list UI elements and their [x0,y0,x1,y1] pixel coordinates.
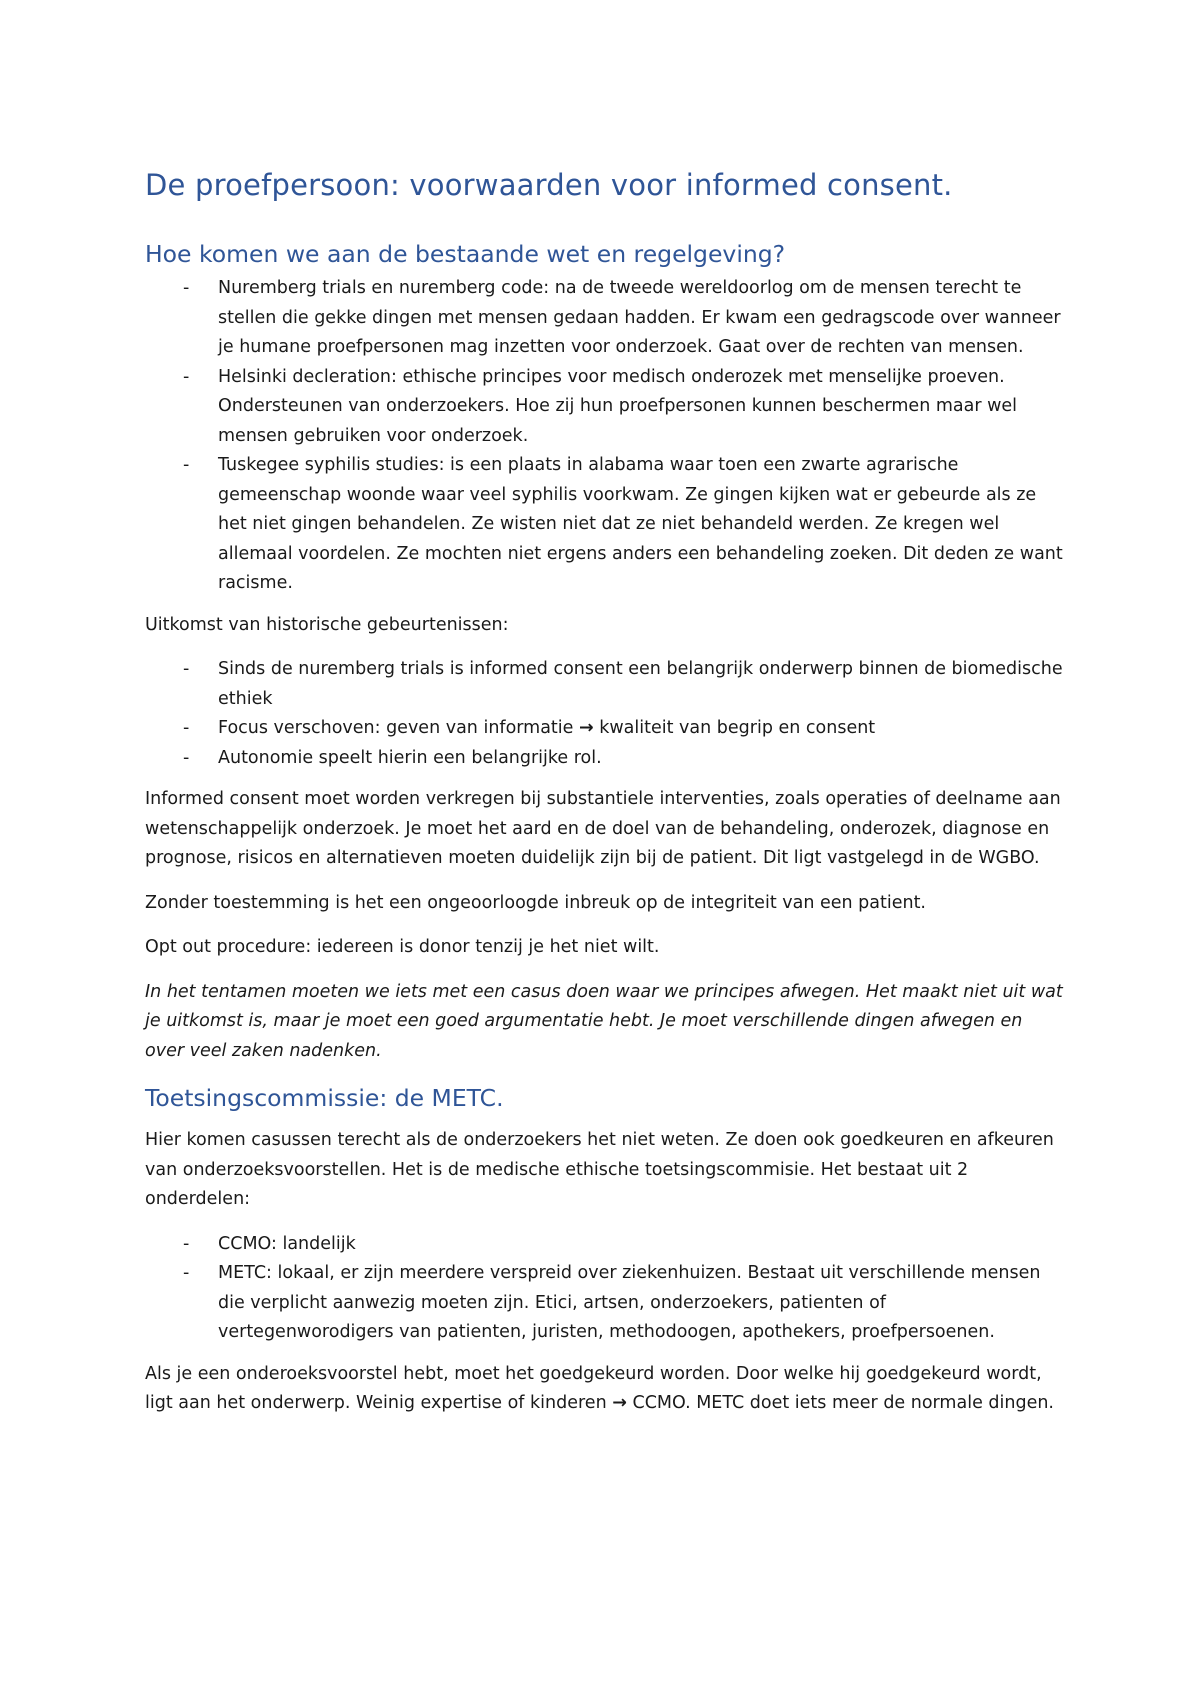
list-item-text: Tuskegee syphilis studies: is een plaats in alabama waar toen een zwarte agrarische gemeenschap woonde waar veel syphilis voorkwam. Ze gingen kijken wat er gebeurde als ze het niet gingen behandelen. Ze wisten niet dat ze niet behandeld werden. Ze kregen wel allemaal voordelen. Ze mochten niet ergens anders een behandeling zoeken. Dit deden ze want racisme. [218,455,1063,593]
list-item [145,451,1065,599]
bullet-dash: - [183,718,190,738]
document-title: De proefpersoon: voorwaarden voor informed consent. [145,168,953,202]
metc-list [145,1230,1065,1348]
list-item [145,1230,1065,1260]
list-item-text: Helsinki decleration: ethische principes voor medisch onderozek met menselijke proeven. Ondersteunen van onderzoekers. Hoe zij hun proefpersonen kunnen beschermen maar wel mensen gebruiken voor onderzoek. [218,366,1018,446]
list-item [145,363,1065,452]
list-item-text: Focus verschoven: geven van informatie [218,718,579,738]
list-item-text: Autonomie speelt hierin een belangrijke rol. [218,747,602,768]
list-item [145,1259,1065,1348]
bullet-dash: - [183,659,190,679]
list-item [145,274,1065,363]
outcome-label: Uitkomst van historische gebeurtenissen: [145,614,509,635]
paragraph-opt-out: Opt out procedure: iedereen is donor tenzij je het niet wilt. [145,937,660,957]
paragraph-toestemming: Zonder toestemming is het een ongeoorloogde inbreuk op de integriteit van een patient. [145,892,926,913]
list-item-text: kwaliteit van begrip en consent [593,718,876,738]
section-heading-metc: Toetsingscommissie: de METC. [145,1084,504,1112]
document-page [145,165,1065,1434]
bullet-dash: - [183,278,190,298]
closing-text: Als je een onderoeksvoorstel hebt, moet het goedgekeurd worden. Door welke hij goedgekeurd wordt, ligt aan het onderwerp. Weinig expertise of kinderen [145,1363,1042,1413]
list-item [145,655,1065,714]
right-arrow-icon: → [612,1393,627,1413]
paragraph-closing [145,1360,1065,1419]
list-item-text: Nuremberg trials en nuremberg code: na de tweede wereldoorlog om de mensen terecht te stellen die gekke dingen met mensen gedaan hadden. Er kwam een gedragscode over wanneer je humane proefpersonen mag inzetten voor onderzoek. Gaat over de rechten van mensen. [218,278,1061,357]
bullet-dash: - [183,747,190,768]
bullet-dash: - [183,1233,190,1254]
outcome-list [145,655,1065,773]
bullet-dash: - [183,1263,190,1283]
list-item-text: CCMO: landelijk [218,1233,356,1254]
section-heading-regelgeving: Hoe komen we aan de bestaande wet en regelgeving? [145,240,786,268]
list-item [145,714,1065,744]
bullet-dash: - [183,455,190,475]
paragraph-metc-intro: Hier komen casussen terecht als de onderzoekers het niet weten. Ze doen ook goedkeuren en afkeuren van onderzoeksvoorstellen. Het is de medische ethische toetsingscommisie. Het bestaat uit 2 onderdelen: [145,1130,1054,1209]
paragraph-tentamen-note: In het tentamen moeten we iets met een casus doen waar we principes afwegen. Het maakt niet uit wat je uitkomst is, maar je moet een goed argumentatie hebt. Je moet verschillende dingen afwegen en over veel zaken nadenken. [145,981,1063,1061]
list-item-text: Sinds de nuremberg trials is informed consent een belangrijk onderwerp binnen de biomedische ethiek [218,659,1063,709]
bullet-dash: - [183,366,190,387]
history-list [145,274,1065,599]
closing-text: CCMO. METC doet iets meer de normale dingen. [626,1393,1054,1413]
right-arrow-icon: → [579,718,594,738]
list-item [145,744,1065,774]
paragraph-informed-consent: Informed consent moet worden verkregen bij substantiele interventies, zoals operaties of deelname aan wetenschappelijk onderzoek. Je moet het aard en de doel van de behandeling, onderozek, diagnose en prognose, risicos en alternatieven moeten duidelijk zijn bij de patient. Dit ligt vastgelegd in de WGBO. [145,789,1061,868]
list-item-text: METC: lokaal, er zijn meerdere verspreid over ziekenhuizen. Bestaat uit verschillende mensen die verplicht aanwezig moeten zijn. Etici, artsen, onderzoekers, patienten of vertegenworodigers van patienten, juristen, methodoogen, apothekers, proefpersoenen. [218,1263,1041,1342]
